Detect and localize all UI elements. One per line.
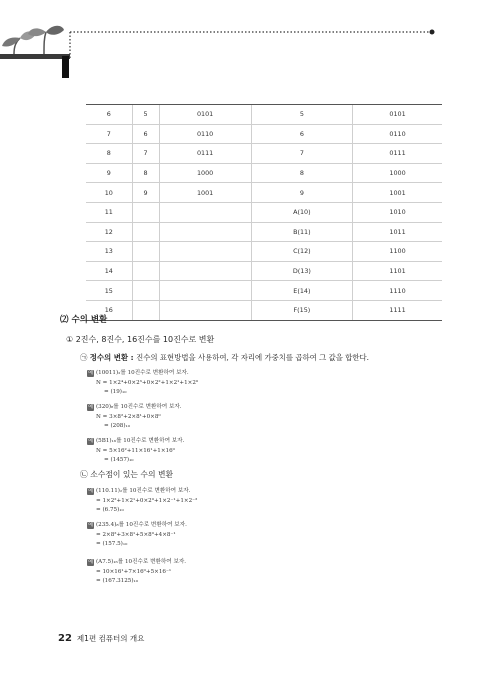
table-cell: 6 xyxy=(132,124,159,144)
table-cell: 7 xyxy=(251,144,353,164)
example-box xyxy=(88,403,182,432)
example-tag-icon: 예 xyxy=(88,522,93,528)
example-line: (110.11)₂를 10진수로 변환하여 보자. xyxy=(96,488,191,494)
example-formula: N = 1×2⁴+0×2³+0×2²+1×2¹+1×2⁰ xyxy=(96,379,199,386)
table-cell: 0111 xyxy=(159,144,251,164)
table-cell: 1000 xyxy=(159,163,251,183)
example-formula: = 10×16¹+7×16⁰+5×16⁻¹ xyxy=(96,568,172,575)
table-cell: B(11) xyxy=(251,222,353,242)
table-cell: 1010 xyxy=(353,202,442,222)
table-row xyxy=(86,144,442,164)
table-cell: 12 xyxy=(86,222,132,242)
table-cell: D(13) xyxy=(251,261,353,281)
table-cell xyxy=(159,202,251,222)
table-row xyxy=(86,300,442,320)
table-cell: 1011 xyxy=(353,222,442,242)
table-cell: 5 xyxy=(251,105,353,125)
table-row xyxy=(86,242,442,262)
table-cell: A(10) xyxy=(251,202,353,222)
table-cell xyxy=(132,261,159,281)
table-cell xyxy=(132,202,159,222)
header-decoration xyxy=(0,0,500,80)
table-cell: 0101 xyxy=(353,105,442,125)
table-cell: 1111 xyxy=(353,300,442,320)
item-a-marker: ㉠ xyxy=(80,353,88,362)
example-box xyxy=(88,487,198,516)
table-row xyxy=(86,124,442,144)
table-cell: 1001 xyxy=(159,183,251,203)
example-tag-icon: 예 xyxy=(88,559,93,565)
table-row xyxy=(86,183,442,203)
number-system-table xyxy=(86,104,442,321)
table-cell: 9 xyxy=(86,163,132,183)
table-cell: 1100 xyxy=(353,242,442,262)
table-cell: 6 xyxy=(86,105,132,125)
table-cell: 8 xyxy=(132,163,159,183)
example-box xyxy=(88,521,187,550)
table-cell xyxy=(159,222,251,242)
table-cell xyxy=(159,300,251,320)
table-cell xyxy=(132,222,159,242)
item-a-text: 진수의 표현방법을 사용하여, 각 자리에 가중치를 곱하여 그 값을 합한다. xyxy=(136,353,370,362)
example-line: (5B1)₁₆를 10진수로 변환하여 보자. xyxy=(96,438,185,444)
table-cell xyxy=(159,281,251,301)
table-cell xyxy=(159,242,251,262)
item-b-heading xyxy=(80,469,173,480)
example-box xyxy=(88,437,185,466)
table-cell: 9 xyxy=(132,183,159,203)
table-row xyxy=(86,163,442,183)
section-title: ⑵ 수의 변환 xyxy=(60,315,108,325)
page-number: 22 xyxy=(58,633,72,644)
example-box xyxy=(88,558,187,587)
example-formula: N = 5×16²+11×16¹+1×16⁰ xyxy=(96,447,175,454)
example-tag-icon: 예 xyxy=(88,404,93,410)
example-line: (320)₈를 10진수로 변환하여 보자. xyxy=(96,404,182,410)
table-cell: 1000 xyxy=(353,163,442,183)
example-result: = (19)₁₀ xyxy=(104,389,127,396)
table-cell: 1110 xyxy=(353,281,442,301)
chapter-title: 제1편 컴퓨터의 개요 xyxy=(76,634,145,643)
table-cell: 5 xyxy=(132,105,159,125)
integer-conversion-definition xyxy=(80,352,369,363)
table-cell: E(14) xyxy=(251,281,353,301)
example-box xyxy=(88,369,199,398)
table-cell: 9 xyxy=(251,183,353,203)
table-cell: C(12) xyxy=(251,242,353,262)
example-formula: = 1×2²+1×2¹+0×2⁰+1×2⁻¹+1×2⁻² xyxy=(96,497,198,504)
table-cell: 15 xyxy=(86,281,132,301)
subsection-marker: ① xyxy=(66,335,74,344)
example-tag-icon: 예 xyxy=(88,438,93,444)
subsection-text: 2진수, 8진수, 16진수를 10진수로 변환 xyxy=(75,335,215,344)
example-line: (235.4)₈를 10진수로 변환하여 보자. xyxy=(96,522,187,528)
example-result: = (1457)₁₀ xyxy=(104,457,134,464)
example-tag-icon: 예 xyxy=(88,488,93,494)
subsection-title xyxy=(66,334,214,345)
item-b-title: 소수점이 있는 수의 변환 xyxy=(90,470,174,479)
table-cell: 7 xyxy=(86,124,132,144)
table-cell: 13 xyxy=(86,242,132,262)
table-cell: 1101 xyxy=(353,261,442,281)
table-cell xyxy=(132,242,159,262)
table-row xyxy=(86,105,442,125)
example-result: = (167.3125)₁₀ xyxy=(96,578,139,585)
table-cell: 16 xyxy=(86,300,132,320)
table-cell: 0110 xyxy=(159,124,251,144)
table-cell xyxy=(132,300,159,320)
table-cell: 7 xyxy=(132,144,159,164)
table-row xyxy=(86,202,442,222)
table-cell: 10 xyxy=(86,183,132,203)
example-result: = (208)₁₀ xyxy=(104,423,130,430)
table-cell xyxy=(159,261,251,281)
plant-icon xyxy=(0,26,70,59)
table-cell: 0110 xyxy=(353,124,442,144)
header-block xyxy=(62,56,69,78)
table-cell: 6 xyxy=(251,124,353,144)
example-line: (10011)₂를 10진수로 변환하여 보자. xyxy=(96,370,189,376)
table-cell: 0111 xyxy=(353,144,442,164)
item-a-title: 정수의 변환 : xyxy=(89,353,137,362)
example-line: (A7.5)₁₆를 10진수로 변환하여 보자. xyxy=(96,559,187,565)
table-row xyxy=(86,222,442,242)
table-cell xyxy=(132,281,159,301)
table-cell: 0101 xyxy=(159,105,251,125)
table-cell: 11 xyxy=(86,202,132,222)
example-result: = (6.75)₁₀ xyxy=(96,507,124,514)
page-footer xyxy=(58,633,144,644)
header-dot xyxy=(430,30,435,35)
table-cell: 8 xyxy=(86,144,132,164)
table-row xyxy=(86,281,442,301)
table-cell: F(15) xyxy=(251,300,353,320)
example-formula: = 2×8²+3×8¹+5×8⁰+4×8⁻¹ xyxy=(96,531,176,538)
example-formula: N = 3×8²+2×8¹+0×8⁰ xyxy=(96,413,161,420)
table-cell: 1001 xyxy=(353,183,442,203)
table-row xyxy=(86,261,442,281)
table-cell: 14 xyxy=(86,261,132,281)
item-b-marker: ㉡ xyxy=(80,470,88,479)
table-cell: 8 xyxy=(251,163,353,183)
example-result: = (157.5)₁₀ xyxy=(96,541,128,548)
example-tag-icon: 예 xyxy=(88,370,93,376)
